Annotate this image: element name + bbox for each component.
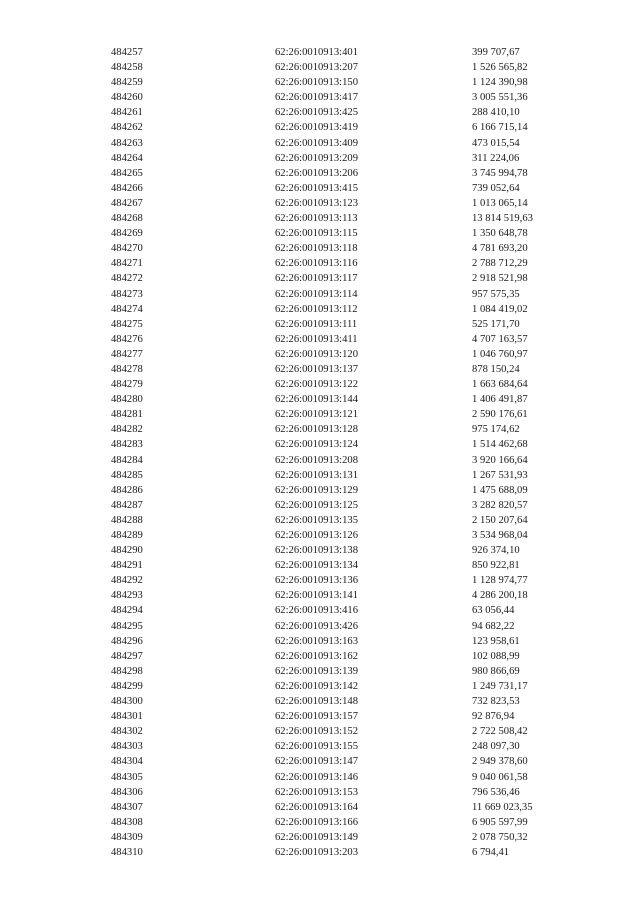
cadastral-number-cell: 62:26:0010913:141 xyxy=(275,590,358,602)
table-row xyxy=(0,75,640,90)
table-row xyxy=(0,317,640,332)
table-row xyxy=(0,362,640,377)
table-row xyxy=(0,287,640,302)
table-row xyxy=(0,543,640,558)
value-cell: 796 536,46 xyxy=(472,786,520,798)
table-row xyxy=(0,634,640,649)
table-row xyxy=(0,241,640,256)
table-row xyxy=(0,211,640,226)
row-number-cell: 484262 xyxy=(111,122,143,134)
cadastral-number-cell: 62:26:0010913:138 xyxy=(275,545,358,557)
table-row xyxy=(0,90,640,105)
cadastral-number-cell: 62:26:0010913:120 xyxy=(275,348,358,360)
cadastral-number-cell: 62:26:0010913:136 xyxy=(275,575,358,587)
row-number-cell: 484297 xyxy=(111,650,143,662)
row-number-cell: 484261 xyxy=(111,107,143,119)
cadastral-number-cell: 62:26:0010913:164 xyxy=(275,801,358,813)
value-cell: 980 866,69 xyxy=(472,665,520,677)
row-number-cell: 484264 xyxy=(111,152,143,164)
value-cell: 102 088,99 xyxy=(472,650,520,662)
table-row xyxy=(0,619,640,634)
value-cell: 473 015,54 xyxy=(472,137,520,149)
value-cell: 732 823,53 xyxy=(472,696,520,708)
row-number-cell: 484282 xyxy=(111,424,143,436)
table-row xyxy=(0,437,640,452)
row-number-cell: 484289 xyxy=(111,530,143,541)
table-row xyxy=(0,136,640,151)
row-number-cell: 484257 xyxy=(111,47,143,58)
cadastral-number-cell: 62:26:0010913:150 xyxy=(275,77,358,89)
row-number-cell: 484267 xyxy=(111,197,143,209)
row-number-cell: 484263 xyxy=(111,137,143,149)
table-row xyxy=(0,694,640,709)
row-number-cell: 484293 xyxy=(111,590,143,602)
value-cell: 975 174,62 xyxy=(472,424,520,436)
cadastral-number-cell: 62:26:0010913:209 xyxy=(275,152,358,164)
row-number-cell: 484302 xyxy=(111,726,143,738)
row-number-cell: 484292 xyxy=(111,575,143,587)
value-cell: 399 707,67 xyxy=(472,47,520,58)
table-row xyxy=(0,800,640,815)
row-number-cell: 484305 xyxy=(111,771,143,783)
row-number-cell: 484304 xyxy=(111,756,143,768)
value-cell: 4 781 693,20 xyxy=(472,243,528,255)
row-number-cell: 484288 xyxy=(111,514,143,526)
table-row xyxy=(0,830,640,845)
row-number-cell: 484299 xyxy=(111,680,143,692)
value-cell: 3 282 820,57 xyxy=(472,499,528,511)
value-cell: 3 745 994,78 xyxy=(472,167,528,179)
table-row xyxy=(0,785,640,800)
table-row xyxy=(0,573,640,588)
cadastral-number-cell: 62:26:0010913:153 xyxy=(275,786,358,798)
cadastral-number-cell: 62:26:0010913:416 xyxy=(275,605,358,617)
value-cell: 11 669 023,35 xyxy=(472,801,533,813)
cadastral-number-cell: 62:26:0010913:129 xyxy=(275,484,358,496)
cadastral-number-cell: 62:26:0010913:401 xyxy=(275,47,358,58)
cadastral-number-cell: 62:26:0010913:124 xyxy=(275,439,358,451)
table-row xyxy=(0,271,640,286)
cadastral-number-cell: 62:26:0010913:131 xyxy=(275,469,358,481)
table-row xyxy=(0,347,640,362)
cadastral-number-cell: 62:26:0010913:206 xyxy=(275,167,358,179)
cadastral-number-cell: 62:26:0010913:411 xyxy=(275,333,358,345)
row-number-cell: 484270 xyxy=(111,243,143,255)
table-row xyxy=(0,845,640,860)
row-number-cell: 484291 xyxy=(111,560,143,572)
cadastral-number-cell: 62:26:0010913:152 xyxy=(275,726,358,738)
row-number-cell: 484260 xyxy=(111,92,143,104)
table-row xyxy=(0,739,640,754)
value-cell: 1 267 531,93 xyxy=(472,469,528,481)
cadastral-number-cell: 62:26:0010913:116 xyxy=(275,258,358,270)
value-cell: 6 794,41 xyxy=(472,846,510,858)
value-cell: 1 514 462,68 xyxy=(472,439,528,451)
row-number-cell: 484296 xyxy=(111,635,143,647)
row-number-cell: 484276 xyxy=(111,333,143,345)
row-number-cell: 484278 xyxy=(111,363,143,375)
row-number-cell: 484307 xyxy=(111,801,143,813)
value-cell: 2 590 176,61 xyxy=(472,409,528,421)
row-number-cell: 484258 xyxy=(111,62,143,74)
cadastral-number-cell: 62:26:0010913:134 xyxy=(275,560,358,572)
row-number-cell: 484287 xyxy=(111,499,143,511)
table-row xyxy=(0,649,640,664)
value-cell: 525 171,70 xyxy=(472,318,520,330)
row-number-cell: 484273 xyxy=(111,288,143,300)
value-cell: 123 958,61 xyxy=(472,635,520,647)
table-row xyxy=(0,196,640,211)
value-cell: 1 526 565,82 xyxy=(472,62,528,74)
value-cell: 878 150,24 xyxy=(472,363,520,375)
cadastral-number-cell: 62:26:0010913:144 xyxy=(275,394,358,406)
row-number-cell: 484281 xyxy=(111,409,143,421)
table-row xyxy=(0,422,640,437)
cadastral-number-cell: 62:26:0010913:162 xyxy=(275,650,358,662)
value-cell: 248 097,30 xyxy=(472,741,520,753)
row-number-cell: 484277 xyxy=(111,348,143,360)
cadastral-number-cell: 62:26:0010913:123 xyxy=(275,197,358,209)
cadastral-number-cell: 62:26:0010913:425 xyxy=(275,107,358,119)
table-row xyxy=(0,483,640,498)
cadastral-number-cell: 62:26:0010913:128 xyxy=(275,424,358,436)
cadastral-number-cell: 62:26:0010913:426 xyxy=(275,620,358,632)
row-number-cell: 484309 xyxy=(111,831,143,843)
value-cell: 2 078 750,32 xyxy=(472,831,528,843)
value-cell: 2 918 521,98 xyxy=(472,273,528,285)
cadastral-number-cell: 62:26:0010913:409 xyxy=(275,137,358,149)
row-number-cell: 484290 xyxy=(111,545,143,557)
value-cell: 1 013 065,14 xyxy=(472,197,528,209)
table-row xyxy=(0,407,640,422)
row-number-cell: 484265 xyxy=(111,167,143,179)
table-row xyxy=(0,724,640,739)
value-cell: 739 052,64 xyxy=(472,182,520,194)
cadastral-number-cell: 62:26:0010913:207 xyxy=(275,62,358,74)
cadastral-number-cell: 62:26:0010913:203 xyxy=(275,846,358,858)
value-cell: 3 534 968,04 xyxy=(472,530,528,541)
value-cell: 9 040 061,58 xyxy=(472,771,528,783)
row-number-cell: 484268 xyxy=(111,213,143,225)
value-cell: 94 682,22 xyxy=(472,620,515,632)
data-table xyxy=(0,45,640,860)
value-cell: 850 922,81 xyxy=(472,560,520,572)
cadastral-number-cell: 62:26:0010913:113 xyxy=(275,213,358,225)
row-number-cell: 484300 xyxy=(111,696,143,708)
value-cell: 63 056,44 xyxy=(472,605,515,617)
row-number-cell: 484308 xyxy=(111,816,143,828)
value-cell: 4 286 200,18 xyxy=(472,590,528,602)
row-number-cell: 484269 xyxy=(111,228,143,240)
value-cell: 1 249 731,17 xyxy=(472,680,528,692)
cadastral-number-cell: 62:26:0010913:139 xyxy=(275,665,358,677)
value-cell: 926 374,10 xyxy=(472,545,520,557)
cadastral-number-cell: 62:26:0010913:147 xyxy=(275,756,358,768)
table-row xyxy=(0,603,640,618)
row-number-cell: 484306 xyxy=(111,786,143,798)
row-number-cell: 484266 xyxy=(111,182,143,194)
row-number-cell: 484310 xyxy=(111,846,143,858)
table-row xyxy=(0,468,640,483)
table-row xyxy=(0,302,640,317)
cadastral-number-cell: 62:26:0010913:111 xyxy=(275,318,358,330)
row-number-cell: 484286 xyxy=(111,484,143,496)
table-row xyxy=(0,332,640,347)
cadastral-number-cell: 62:26:0010913:146 xyxy=(275,771,358,783)
cadastral-number-cell: 62:26:0010913:148 xyxy=(275,696,358,708)
cadastral-number-cell: 62:26:0010913:157 xyxy=(275,711,358,723)
cadastral-number-cell: 62:26:0010913:112 xyxy=(275,303,358,315)
cadastral-number-cell: 62:26:0010913:125 xyxy=(275,499,358,511)
value-cell: 1 046 760,97 xyxy=(472,348,528,360)
table-row xyxy=(0,105,640,120)
row-number-cell: 484285 xyxy=(111,469,143,481)
table-row xyxy=(0,256,640,271)
row-number-cell: 484271 xyxy=(111,258,143,270)
value-cell: 1 406 491,87 xyxy=(472,394,528,406)
value-cell: 2 949 378,60 xyxy=(472,756,528,768)
cadastral-number-cell: 62:26:0010913:419 xyxy=(275,122,358,134)
row-number-cell: 484275 xyxy=(111,318,143,330)
table-row xyxy=(0,181,640,196)
table-row xyxy=(0,770,640,785)
table-row xyxy=(0,453,640,468)
value-cell: 3 005 551,36 xyxy=(472,92,528,104)
table-row xyxy=(0,166,640,181)
table-row xyxy=(0,120,640,135)
value-cell: 92 876,94 xyxy=(472,711,515,723)
value-cell: 1 475 688,09 xyxy=(472,484,528,496)
cadastral-number-cell: 62:26:0010913:208 xyxy=(275,454,358,466)
table-row xyxy=(0,498,640,513)
row-number-cell: 484280 xyxy=(111,394,143,406)
cadastral-number-cell: 62:26:0010913:121 xyxy=(275,409,358,421)
cadastral-number-cell: 62:26:0010913:417 xyxy=(275,92,358,104)
value-cell: 2 722 508,42 xyxy=(472,726,528,738)
cadastral-number-cell: 62:26:0010913:163 xyxy=(275,635,358,647)
cadastral-number-cell: 62:26:0010913:166 xyxy=(275,816,358,828)
value-cell: 4 707 163,57 xyxy=(472,333,528,345)
table-row xyxy=(0,377,640,392)
table-row xyxy=(0,679,640,694)
row-number-cell: 484298 xyxy=(111,665,143,677)
value-cell: 1 663 684,64 xyxy=(472,379,528,391)
cadastral-number-cell: 62:26:0010913:142 xyxy=(275,680,358,692)
row-number-cell: 484303 xyxy=(111,741,143,753)
row-number-cell: 484294 xyxy=(111,605,143,617)
row-number-cell: 484283 xyxy=(111,439,143,451)
table-row xyxy=(0,664,640,679)
cadastral-number-cell: 62:26:0010913:117 xyxy=(275,273,358,285)
row-number-cell: 484295 xyxy=(111,620,143,632)
value-cell: 2 150 207,64 xyxy=(472,514,528,526)
row-number-cell: 484272 xyxy=(111,273,143,285)
cadastral-number-cell: 62:26:0010913:115 xyxy=(275,228,358,240)
table-row xyxy=(0,588,640,603)
row-number-cell: 484259 xyxy=(111,77,143,89)
value-cell: 1 084 419,02 xyxy=(472,303,528,315)
cadastral-number-cell: 62:26:0010913:122 xyxy=(275,379,358,391)
table-row xyxy=(0,151,640,166)
value-cell: 3 920 166,64 xyxy=(472,454,528,466)
row-number-cell: 484301 xyxy=(111,711,143,723)
value-cell: 13 814 519,63 xyxy=(472,213,533,225)
value-cell: 1 350 648,78 xyxy=(472,228,528,240)
cadastral-number-cell: 62:26:0010913:114 xyxy=(275,288,358,300)
table-row xyxy=(0,709,640,724)
table-row xyxy=(0,45,640,60)
table-row xyxy=(0,528,640,543)
value-cell: 2 788 712,29 xyxy=(472,258,528,270)
table-row xyxy=(0,815,640,830)
table-row xyxy=(0,513,640,528)
cadastral-number-cell: 62:26:0010913:137 xyxy=(275,363,358,375)
value-cell: 957 575,35 xyxy=(472,288,520,300)
row-number-cell: 484274 xyxy=(111,303,143,315)
value-cell: 311 224,06 xyxy=(472,152,520,164)
cadastral-number-cell: 62:26:0010913:149 xyxy=(275,831,358,843)
value-cell: 1 124 390,98 xyxy=(472,77,528,89)
cadastral-number-cell: 62:26:0010913:135 xyxy=(275,514,358,526)
cadastral-number-cell: 62:26:0010913:118 xyxy=(275,243,358,255)
table-row xyxy=(0,226,640,241)
cadastral-number-cell: 62:26:0010913:415 xyxy=(275,182,358,194)
cadastral-number-cell: 62:26:0010913:126 xyxy=(275,530,358,541)
table-row xyxy=(0,392,640,407)
value-cell: 6 905 597,99 xyxy=(472,816,528,828)
value-cell: 1 128 974,77 xyxy=(472,575,528,587)
table-row xyxy=(0,558,640,573)
cadastral-number-cell: 62:26:0010913:155 xyxy=(275,741,358,753)
table-row xyxy=(0,60,640,75)
value-cell: 288 410,10 xyxy=(472,107,520,119)
table-row xyxy=(0,754,640,769)
value-cell: 6 166 715,14 xyxy=(472,122,528,134)
row-number-cell: 484279 xyxy=(111,379,143,391)
row-number-cell: 484284 xyxy=(111,454,143,466)
